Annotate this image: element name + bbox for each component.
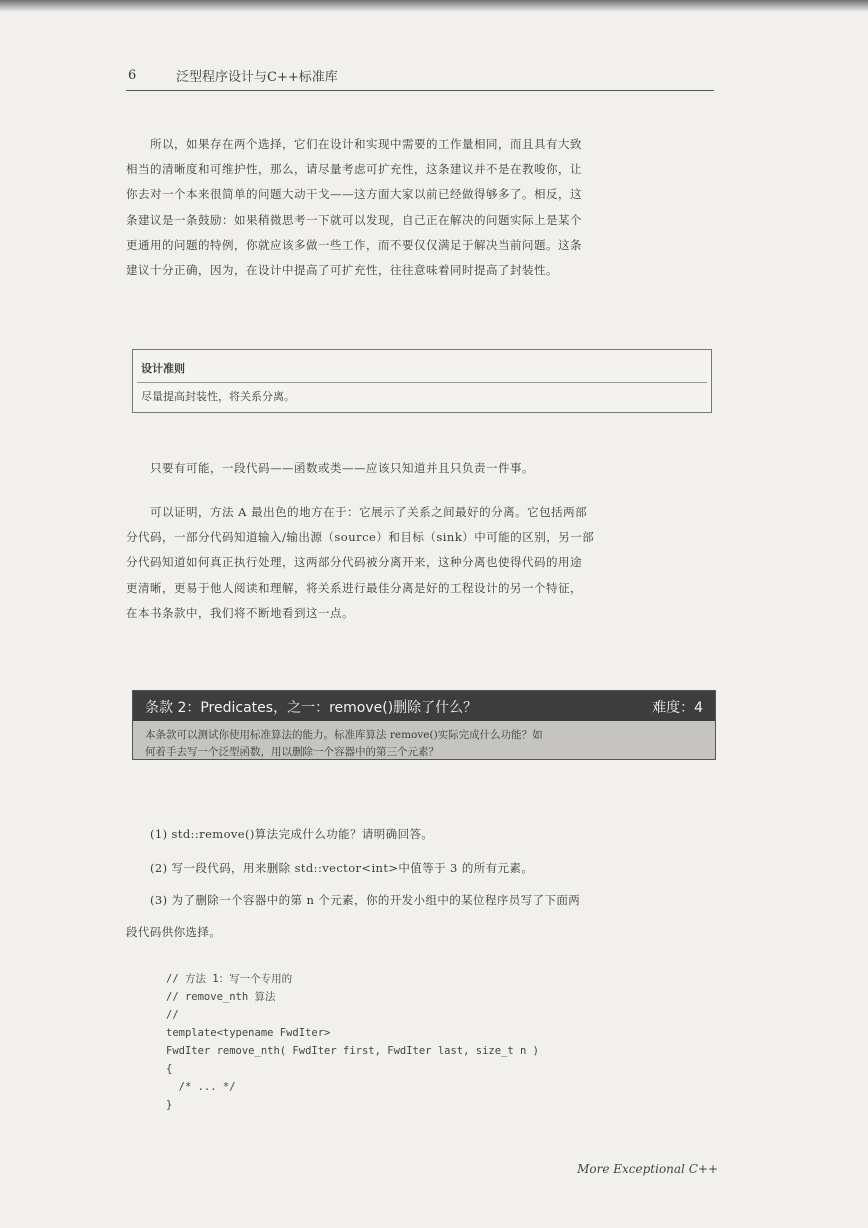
question-1: (1) std::remove()算法完成什么功能？请明确回答。 [150,827,434,841]
item-callout [132,690,716,760]
guideline-title: 设计准则 [141,362,185,375]
paragraph-extensibility [126,132,714,283]
text-line: 你去对一个本来很简单的问题大动干戈——这方面大家以前已经做得够多了。相反，这 [126,187,582,202]
text-line: 只要有可能，一段代码——函数或类——应该只知道并且只负责一件事。 [150,461,534,475]
text-line: 分代码，一部分代码知道输入/输出源（source）和目标（sink）中可能的区别，另一部 [126,530,595,545]
text-line: 何着手去写一个泛型函数，用以删除一个容器中的第三个元素？ [145,746,439,758]
scan-top-edge [0,0,868,12]
code-line: } [166,1099,173,1111]
question-2: (2) 写一段代码，用来删除 std::vector<int>中值等于 3 的所有元素。 [150,861,534,875]
text-line: 在本书条款中，我们将不断地看到这一点。 [126,605,354,620]
code-listing [166,970,539,1114]
item-description [145,727,705,761]
text-line: 可以证明，方法 A 最出色的地方在于：它展示了关系之间最好的分离。它包括两部 [150,505,588,519]
text-line: 相当的清晰度和可维护性，那么，请尽量考虑可扩充性，这条建议并不是在教唆你，让 [126,162,582,177]
guideline-divider [137,382,707,383]
text-line: 更通用的问题的特例，你就应该多做一些工作，而不要仅仅满足于解决当前问题。这条 [126,237,582,252]
paragraph-separation [126,500,714,626]
page-number: 6 [128,68,137,83]
header-title: 泛型程序设计与C++标准库 [176,70,338,85]
code-line: FwdIter remove_nth( FwdIter first, FwdIter last, size_t n ) [166,1045,539,1057]
item-title: 条款 2：Predicates，之一：remove()删除了什么？ [145,700,478,716]
code-line: // 方法 1：写一个专用的 [166,973,293,985]
code-line: { [166,1063,173,1075]
code-line: /* ... */ [166,1081,236,1093]
guideline-body: 尽量提高封装性，将关系分离。 [141,390,295,403]
design-guideline-box [132,349,712,413]
code-line: // [166,1009,179,1021]
paragraph-single-responsibility [126,456,714,481]
item-difficulty: 难度：4 [652,700,703,716]
text-line: 所以，如果存在两个选择，它们在设计和实现中需要的工作量相同，而且具有大致 [150,137,582,151]
item-header [133,691,715,721]
question-3: (3) 为了删除一个容器中的第 n 个元素，你的开发小组中的某位程序员写了下面两 [150,893,581,907]
text-line: 更清晰，更易于他人阅读和理解，将关系进行最佳分离是好的工程设计的另一个特征， [126,580,582,595]
text-line: 分代码知道如何真正执行处理，这两部分代码被分离开来，这种分离也使得代码的用途 [126,555,582,570]
text-line: 条建议是一条鼓励：如果稍微思考一下就可以发现，自己正在解决的问题实际上是某个 [126,212,582,227]
code-line: template<typename FwdIter> [166,1027,331,1039]
running-footer: More Exceptional C++ [577,1162,718,1176]
text-line: 建议十分正确，因为，在设计中提高了可扩充性，往往意味着同时提高了封装性。 [126,263,558,278]
running-header [126,64,714,91]
question-3-continued: 段代码供你选择。 [126,925,222,939]
text-line: 本条款可以测试你使用标准算法的能力。标准库算法 remove()实际完成什么功能？如 [145,729,543,741]
code-line: // remove_nth 算法 [166,991,276,1003]
